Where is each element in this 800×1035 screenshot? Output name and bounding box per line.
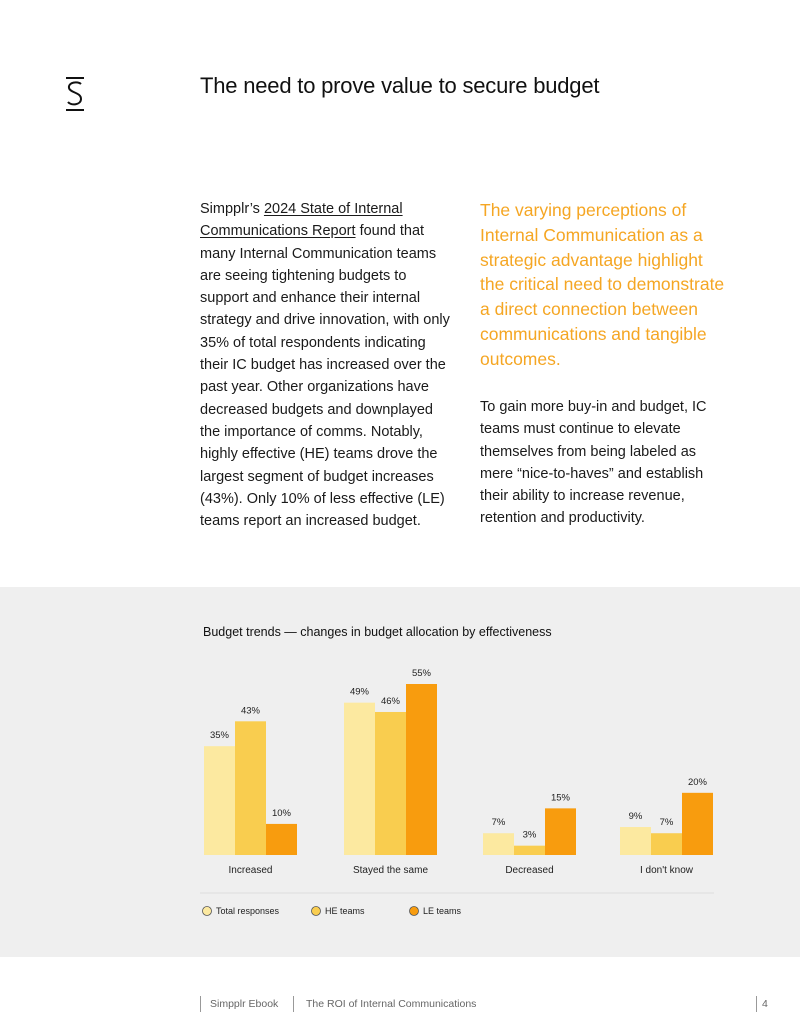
body-paragraph — [200, 198, 450, 532]
chart-bar — [266, 824, 297, 855]
legend-swatch — [312, 907, 321, 916]
chart-bar — [514, 846, 545, 855]
legend-label: Total responses — [216, 906, 280, 916]
chart-bar — [682, 793, 713, 855]
footer-brand: Simpplr Ebook — [210, 998, 279, 1010]
page-title: The need to prove value to secure budget — [200, 73, 600, 98]
chart-bar — [483, 833, 514, 855]
body-intro: Simpplr’s — [200, 201, 264, 217]
footer-divider — [756, 996, 757, 1012]
budget-chart — [0, 587, 800, 957]
footer-divider — [200, 996, 201, 1012]
body-rest: found that many Internal Communication teams are seeing tightening budgets to support and enhance their internal strategy and drive innovation, with only 35% of total respondents indicating their IC budget has increased over the past year. Other organizations have decreased budgets and downplayed the importance of comms. Notably, highly effective (HE) teams drove the largest segment of budget increases (43%). Only 10% of less effective (LE) teams report an increased budget. — [200, 223, 450, 530]
chart-bar — [545, 808, 576, 855]
data-label: 49% — [349, 686, 370, 698]
data-label: 7% — [659, 817, 674, 829]
legend-swatch — [203, 907, 212, 916]
category-label: Decreased — [505, 865, 554, 876]
data-label: 7% — [491, 817, 506, 829]
data-label: 15% — [550, 792, 571, 804]
data-label: 3% — [522, 829, 537, 841]
chart-section — [0, 587, 800, 957]
chart-bar — [651, 833, 682, 855]
data-label: 55% — [411, 668, 432, 679]
chart-bar — [204, 746, 235, 855]
category-label: Stayed the same — [352, 865, 429, 876]
legend-label: HE teams — [325, 906, 365, 916]
category-label: Increased — [228, 865, 273, 876]
right-paragraph: To gain more buy-in and budget, IC teams must continue to elevate themselves from being labeled as mere “nice-to-haves” and establish their ability to increase revenue, retention and productivity. — [480, 399, 707, 527]
data-label: 35% — [209, 730, 230, 742]
legend-label: LE teams — [423, 906, 462, 916]
chart-bar — [344, 703, 375, 855]
data-label: 46% — [380, 695, 401, 707]
chart-bar — [406, 684, 437, 855]
legend-swatch — [410, 907, 419, 916]
page-number: 4 — [762, 998, 768, 1010]
data-label: 20% — [687, 776, 708, 788]
data-label: 9% — [628, 811, 643, 823]
footer-divider — [293, 996, 294, 1012]
footer-doc-title: The ROI of Internal Communications — [306, 998, 477, 1010]
chart-bar — [235, 721, 266, 855]
data-label: 43% — [240, 705, 261, 717]
chart-title: Budget trends — changes in budget allocation by effectiveness — [203, 625, 552, 639]
chart-bar — [375, 712, 406, 855]
report-link[interactable]: 2024 State of Internal Communications Report — [200, 201, 403, 240]
simpplr-logo — [64, 76, 86, 112]
category-label: I don't know — [639, 865, 694, 876]
pull-quote: The varying perceptions of Internal Communication as a strategic advantage highlight the critical need to demonstrate a direct connection between communications and tangible outcomes. — [480, 200, 725, 369]
data-label: 10% — [271, 807, 292, 819]
chart-bar — [620, 827, 651, 855]
